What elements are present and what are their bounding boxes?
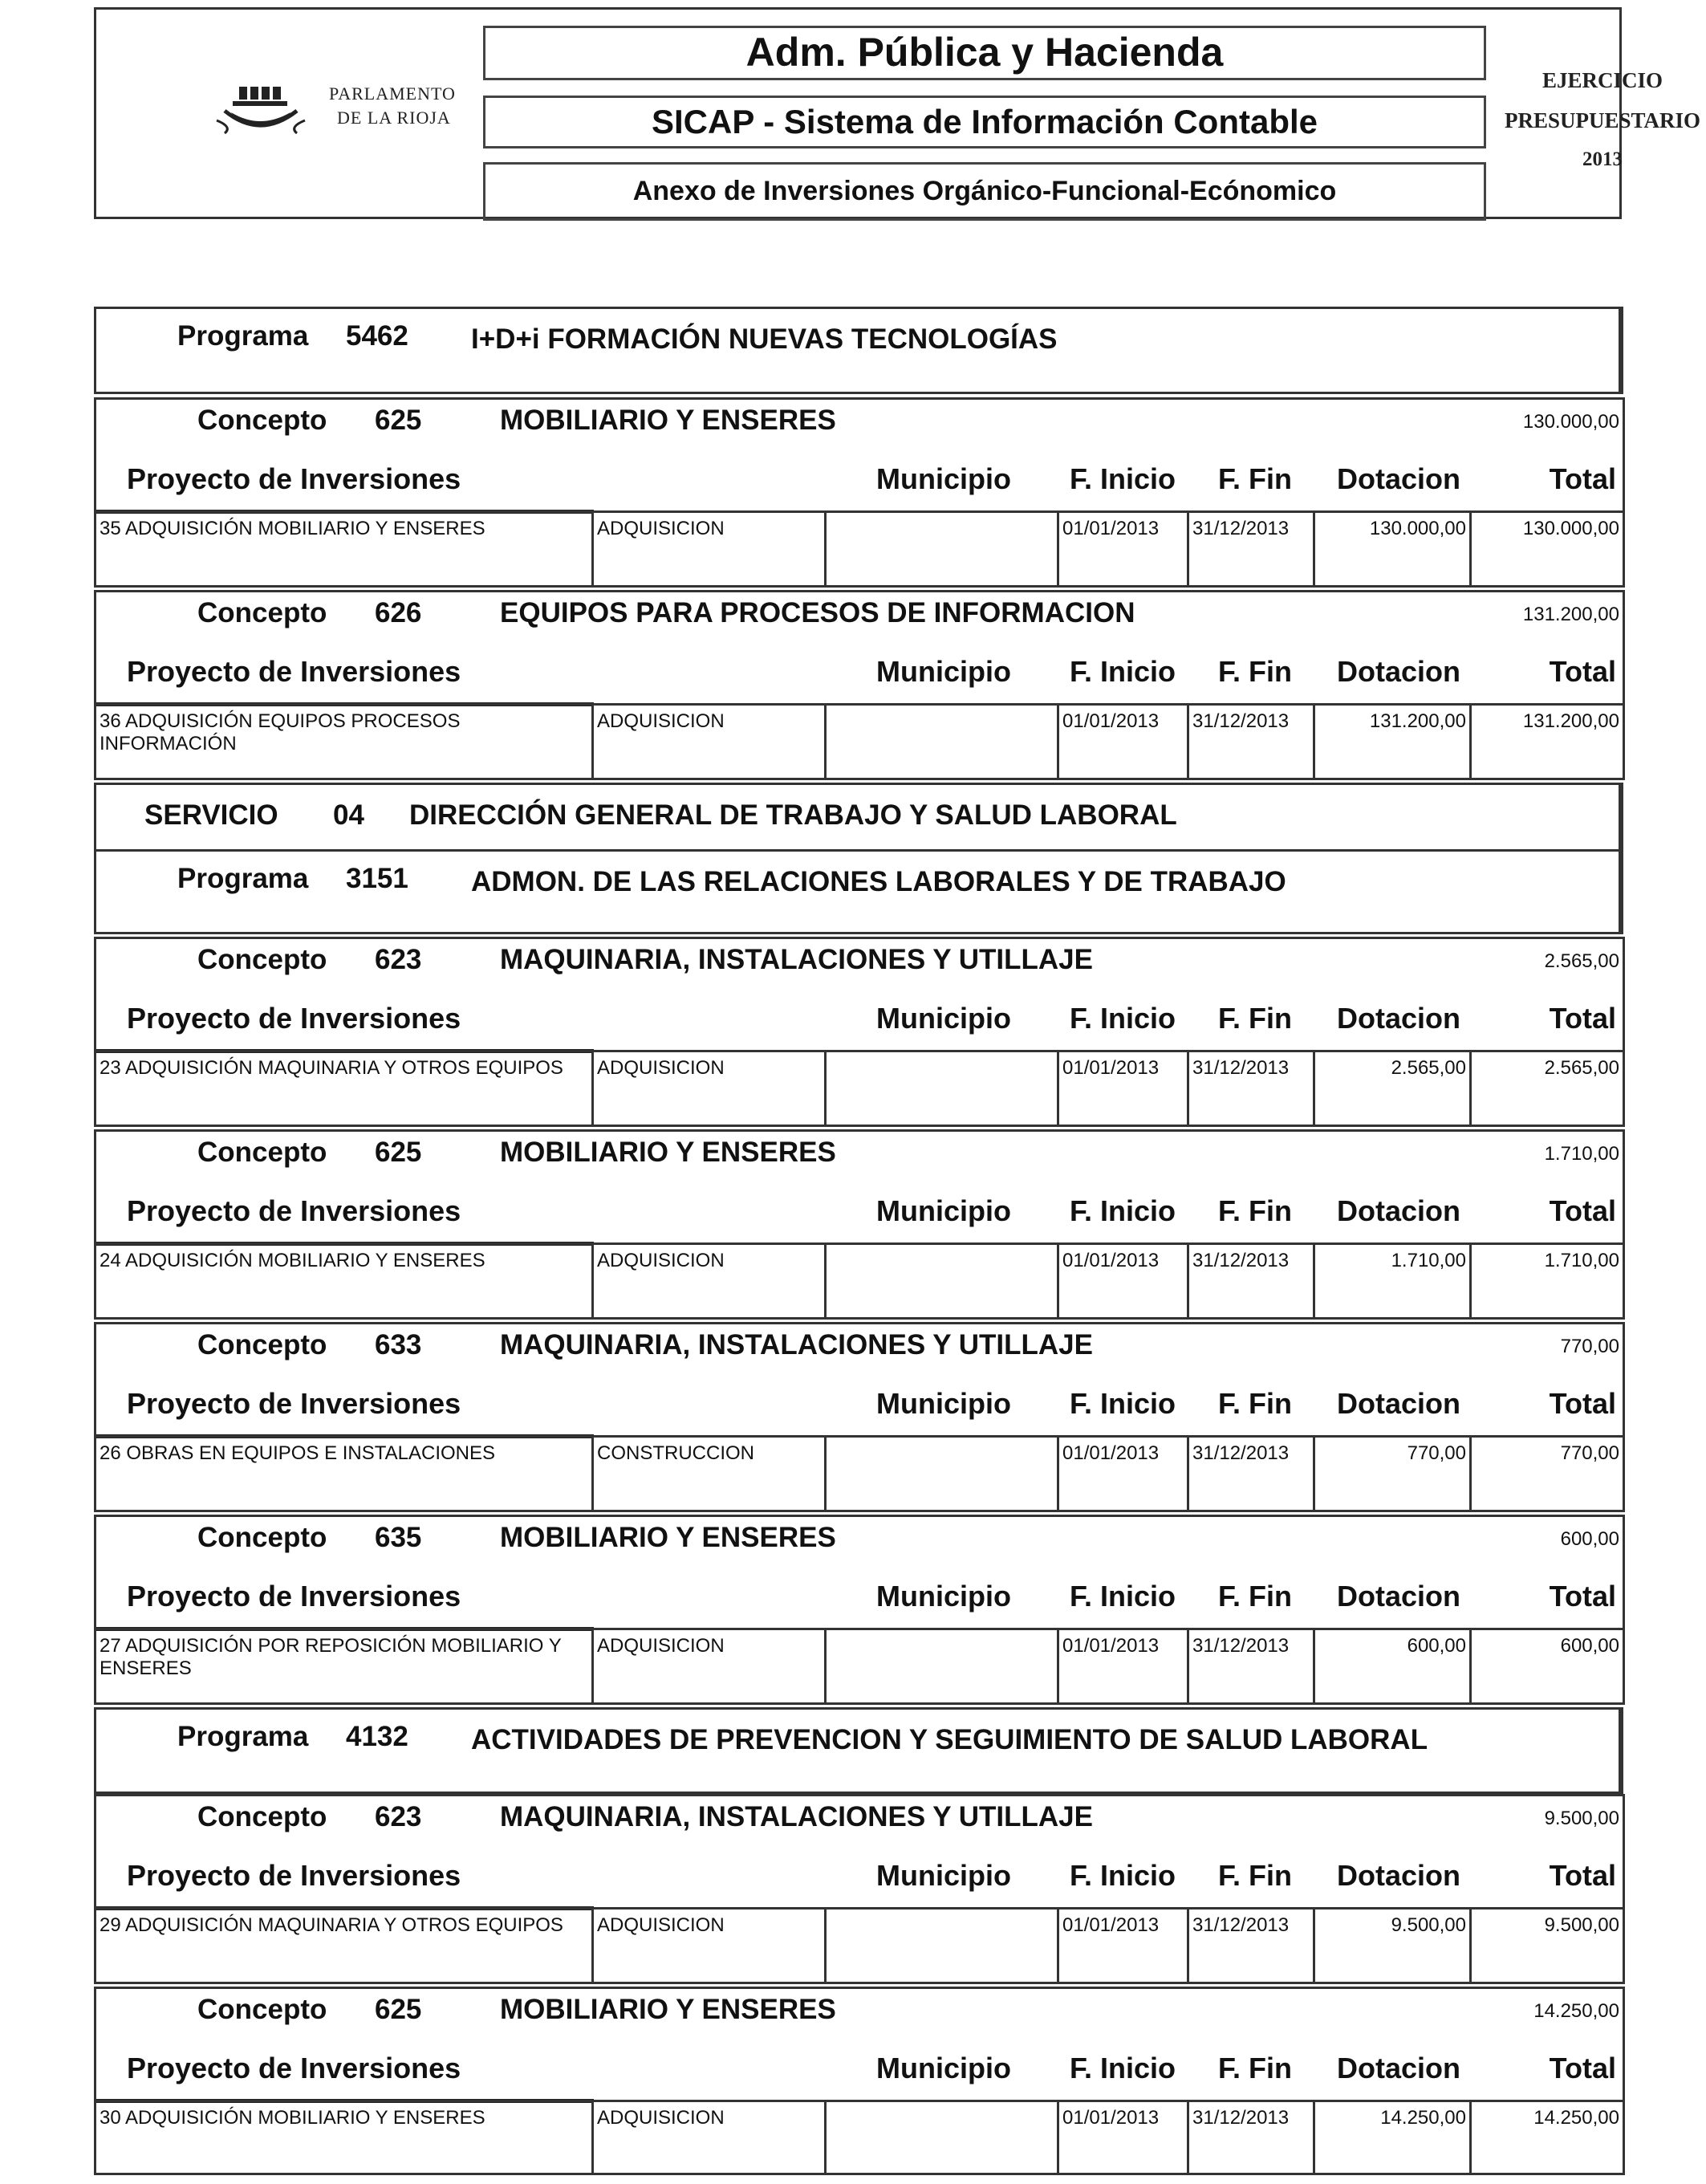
col-dotacion: Dotacion <box>1337 462 1461 495</box>
concepto-code: 625 <box>375 1994 422 2025</box>
concepto-label: Concepto <box>197 1522 327 1553</box>
col-dotacion: Dotacion <box>1337 655 1461 688</box>
concepto-amount: 770,00 <box>1560 1336 1619 1357</box>
logo-line-1: PARLAMENTO <box>329 83 456 104</box>
proyecto-municipio <box>824 2102 1057 2173</box>
concepto-amount: 130.000,00 <box>1522 411 1619 433</box>
proyecto-tipo: ADQUISICION <box>591 1630 824 1702</box>
concepto-name: MAQUINARIA, INSTALACIONES Y UTILLAJE <box>500 1801 1093 1832</box>
proyecto-total: 130.000,00 <box>1469 513 1623 585</box>
proyecto-f-inicio: 01/01/2013 <box>1057 1438 1187 1510</box>
concepto-name: MOBILIARIO Y ENSERES <box>500 405 836 436</box>
proyecto-f-fin: 31/12/2013 <box>1187 1909 1313 1982</box>
col-total: Total <box>1549 1194 1616 1227</box>
proyecto-f-fin: 31/12/2013 <box>1187 1438 1313 1510</box>
concepto-header <box>94 397 1625 516</box>
col-municipio: Municipio <box>876 1002 1011 1035</box>
concepto-name: MAQUINARIA, INSTALACIONES Y UTILLAJE <box>500 1329 1093 1360</box>
presupuestario-label: PRESUPUESTARIO <box>1504 108 1701 132</box>
concepto-header <box>94 1515 1625 1633</box>
col-total: Total <box>1549 1387 1616 1420</box>
programa-name: ADMON. DE LAS RELACIONES LABORALES Y DE TRABAJO <box>471 866 1286 897</box>
col-f-fin: F. Fin <box>1218 1580 1292 1613</box>
concepto-header <box>94 1794 1625 1913</box>
concepto-name: MOBILIARIO Y ENSERES <box>500 1522 836 1553</box>
concepto-name: MOBILIARIO Y ENSERES <box>500 1994 836 2025</box>
proyecto-f-inicio: 01/01/2013 <box>1057 1909 1187 1982</box>
col-f-inicio: F. Inicio <box>1070 1580 1176 1613</box>
col-f-fin: F. Fin <box>1218 1002 1292 1035</box>
proyecto-name: 26 OBRAS EN EQUIPOS E INSTALACIONES <box>100 1442 496 1464</box>
concepto-label: Concepto <box>197 944 327 975</box>
proyecto-total: 600,00 <box>1469 1630 1623 1702</box>
proyecto-f-inicio: 01/01/2013 <box>1057 1245 1187 1317</box>
servicio-label: SERVICIO <box>144 799 278 831</box>
proyecto-tipo: ADQUISICION <box>591 1909 824 1982</box>
proyecto-dotacion: 9.500,00 <box>1313 1909 1469 1982</box>
concepto-name: MAQUINARIA, INSTALACIONES Y UTILLAJE <box>500 944 1093 975</box>
proyecto-f-fin: 31/12/2013 <box>1187 1630 1313 1702</box>
concepto-name: MOBILIARIO Y ENSERES <box>500 1137 836 1168</box>
proyecto-municipio <box>824 1438 1057 1510</box>
proyecto-row <box>94 1435 1625 1512</box>
concepto-header <box>94 1987 1625 2105</box>
programa-row <box>94 849 1623 934</box>
proyecto-f-fin: 31/12/2013 <box>1187 2102 1313 2173</box>
col-municipio: Municipio <box>876 2052 1011 2084</box>
col-proyecto: Proyecto de Inversiones <box>127 462 461 495</box>
col-total: Total <box>1549 2052 1616 2084</box>
proyecto-name: 30 ADQUISICIÓN MOBILIARIO Y ENSERES <box>100 2107 485 2129</box>
proyecto-total: 2.565,00 <box>1469 1052 1623 1125</box>
servicio-row <box>94 783 1623 852</box>
proyecto-tipo: ADQUISICION <box>591 2102 824 2173</box>
proyecto-name: 23 ADQUISICIÓN MAQUINARIA Y OTROS EQUIPOS <box>100 1057 563 1079</box>
report-header <box>94 7 1701 219</box>
concepto-header <box>94 590 1625 709</box>
col-f-inicio: F. Inicio <box>1070 1387 1176 1420</box>
concepto-amount: 600,00 <box>1560 1528 1619 1550</box>
concepto-amount: 2.565,00 <box>1544 950 1619 972</box>
proyecto-row <box>94 1907 1625 1984</box>
concepto-code: 633 <box>375 1329 422 1360</box>
servicio-code: 04 <box>333 799 364 831</box>
proyecto-total: 770,00 <box>1469 1438 1623 1510</box>
col-dotacion: Dotacion <box>1337 1580 1461 1613</box>
proyecto-name: 29 ADQUISICIÓN MAQUINARIA Y OTROS EQUIPOS <box>100 1914 563 1936</box>
proyecto-name: 27 ADQUISICIÓN POR REPOSICIÓN MOBILIARIO Y ENSERES <box>100 1635 562 1679</box>
proyecto-total: 14.250,00 <box>1469 2102 1623 2173</box>
proyecto-name: 35 ADQUISICIÓN MOBILIARIO Y ENSERES <box>100 518 485 539</box>
programa-row <box>94 307 1623 394</box>
concepto-name: EQUIPOS PARA PROCESOS DE INFORMACION <box>500 597 1135 628</box>
concepto-amount: 14.250,00 <box>1533 2000 1619 2022</box>
concepto-header <box>94 937 1625 1055</box>
proyecto-municipio <box>824 513 1057 585</box>
logo-line-2: DE LA RIOJA <box>337 108 451 128</box>
proyecto-dotacion: 1.710,00 <box>1313 1245 1469 1317</box>
proyecto-tipo: ADQUISICION <box>591 1052 824 1125</box>
concepto-amount: 9.500,00 <box>1544 1808 1619 1829</box>
col-municipio: Municipio <box>876 1387 1011 1420</box>
programa-code: 4132 <box>346 1721 408 1752</box>
proyecto-f-inicio: 01/01/2013 <box>1057 1052 1187 1125</box>
proyecto-f-inicio: 01/01/2013 <box>1057 706 1187 778</box>
proyecto-tipo: ADQUISICION <box>591 1245 824 1317</box>
col-f-inicio: F. Inicio <box>1070 1002 1176 1035</box>
programa-name: I+D+i FORMACIÓN NUEVAS TECNOLOGÍAS <box>471 323 1058 355</box>
proyecto-row <box>94 1242 1625 1320</box>
proyecto-f-inicio: 01/01/2013 <box>1057 1630 1187 1702</box>
proyecto-f-fin: 31/12/2013 <box>1187 1052 1313 1125</box>
col-f-fin: F. Fin <box>1218 462 1292 495</box>
programa-label: Programa <box>177 1721 309 1752</box>
concepto-code: 623 <box>375 944 422 975</box>
proyecto-dotacion: 770,00 <box>1313 1438 1469 1510</box>
proyecto-tipo: ADQUISICION <box>591 706 824 778</box>
proyecto-row <box>94 510 1625 588</box>
parliament-emblem-icon <box>209 83 321 148</box>
col-proyecto: Proyecto de Inversiones <box>127 1859 461 1892</box>
concepto-code: 625 <box>375 405 422 436</box>
proyecto-total: 9.500,00 <box>1469 1909 1623 1982</box>
proyecto-row <box>94 1050 1625 1127</box>
programa-label: Programa <box>177 863 309 894</box>
col-f-inicio: F. Inicio <box>1070 1859 1176 1892</box>
col-proyecto: Proyecto de Inversiones <box>127 1580 461 1613</box>
proyecto-municipio <box>824 706 1057 778</box>
concepto-label: Concepto <box>197 405 327 436</box>
ejercicio-label: EJERCICIO <box>1541 68 1663 92</box>
concepto-header <box>94 1322 1625 1441</box>
col-proyecto: Proyecto de Inversiones <box>127 1387 461 1420</box>
col-proyecto: Proyecto de Inversiones <box>127 2052 461 2084</box>
proyecto-f-inicio: 01/01/2013 <box>1057 2102 1187 2173</box>
programa-label: Programa <box>177 320 309 352</box>
proyecto-dotacion: 131.200,00 <box>1313 706 1469 778</box>
col-dotacion: Dotacion <box>1337 1387 1461 1420</box>
col-dotacion: Dotacion <box>1337 1194 1461 1227</box>
proyecto-municipio <box>824 1052 1057 1125</box>
proyecto-dotacion: 14.250,00 <box>1313 2102 1469 2173</box>
col-total: Total <box>1549 462 1616 495</box>
programa-code: 3151 <box>346 863 408 894</box>
proyecto-row <box>94 1628 1625 1705</box>
concepto-code: 635 <box>375 1522 422 1553</box>
concepto-header <box>94 1129 1625 1248</box>
proyecto-f-fin: 31/12/2013 <box>1187 1245 1313 1317</box>
proyecto-dotacion: 130.000,00 <box>1313 513 1469 585</box>
col-dotacion: Dotacion <box>1337 2052 1461 2084</box>
col-municipio: Municipio <box>876 655 1011 688</box>
col-f-fin: F. Fin <box>1218 1859 1292 1892</box>
concepto-code: 623 <box>375 1801 422 1832</box>
col-f-inicio: F. Inicio <box>1070 2052 1176 2084</box>
col-total: Total <box>1549 1002 1616 1035</box>
proyecto-municipio <box>824 1630 1057 1702</box>
col-total: Total <box>1549 655 1616 688</box>
proyecto-row <box>94 2100 1625 2175</box>
col-municipio: Municipio <box>876 462 1011 495</box>
proyecto-row <box>94 703 1625 780</box>
col-municipio: Municipio <box>876 1859 1011 1892</box>
col-f-fin: F. Fin <box>1218 1387 1292 1420</box>
year-label: 2013 <box>1582 148 1623 170</box>
proyecto-f-inicio: 01/01/2013 <box>1057 513 1187 585</box>
proyecto-total: 1.710,00 <box>1469 1245 1623 1317</box>
col-proyecto: Proyecto de Inversiones <box>127 1194 461 1227</box>
col-f-fin: F. Fin <box>1218 1194 1292 1227</box>
report-title: Anexo de Inversiones Orgánico-Funcional-Ecónomico <box>483 162 1486 221</box>
proyecto-name: 36 ADQUISICIÓN EQUIPOS PROCESOS INFORMACIÓN <box>100 710 461 754</box>
programa-code: 5462 <box>346 320 408 352</box>
col-f-inicio: F. Inicio <box>1070 655 1176 688</box>
proyecto-tipo: CONSTRUCCION <box>591 1438 824 1510</box>
concepto-label: Concepto <box>197 1137 327 1168</box>
col-total: Total <box>1549 1580 1616 1613</box>
proyecto-dotacion: 2.565,00 <box>1313 1052 1469 1125</box>
col-municipio: Municipio <box>876 1580 1011 1613</box>
col-proyecto: Proyecto de Inversiones <box>127 655 461 688</box>
concepto-label: Concepto <box>197 597 327 628</box>
concepto-label: Concepto <box>197 1329 327 1360</box>
concepto-code: 626 <box>375 597 422 628</box>
proyecto-tipo: ADQUISICION <box>591 513 824 585</box>
col-proyecto: Proyecto de Inversiones <box>127 1002 461 1035</box>
col-f-fin: F. Fin <box>1218 2052 1292 2084</box>
col-f-fin: F. Fin <box>1218 655 1292 688</box>
proyecto-name: 24 ADQUISICIÓN MOBILIARIO Y ENSERES <box>100 1250 485 1271</box>
col-municipio: Municipio <box>876 1194 1011 1227</box>
programa-row <box>94 1707 1623 1794</box>
page-title: Adm. Pública y Hacienda <box>483 26 1486 80</box>
proyecto-municipio <box>824 1245 1057 1317</box>
col-total: Total <box>1549 1859 1616 1892</box>
proyecto-f-fin: 31/12/2013 <box>1187 706 1313 778</box>
system-title: SICAP - Sistema de Información Contable <box>483 96 1486 148</box>
proyecto-total: 131.200,00 <box>1469 706 1623 778</box>
concepto-amount: 131.200,00 <box>1522 604 1619 625</box>
concepto-label: Concepto <box>197 1801 327 1832</box>
servicio-name: DIRECCIÓN GENERAL DE TRABAJO Y SALUD LABORAL <box>409 799 1177 831</box>
col-f-inicio: F. Inicio <box>1070 462 1176 495</box>
col-dotacion: Dotacion <box>1337 1002 1461 1035</box>
parliament-logo <box>209 83 473 148</box>
col-dotacion: Dotacion <box>1337 1859 1461 1892</box>
concepto-code: 625 <box>375 1137 422 1168</box>
proyecto-municipio <box>824 1909 1057 1982</box>
concepto-label: Concepto <box>197 1994 327 2025</box>
col-f-inicio: F. Inicio <box>1070 1194 1176 1227</box>
proyecto-f-fin: 31/12/2013 <box>1187 513 1313 585</box>
programa-name: ACTIVIDADES DE PREVENCION Y SEGUIMIENTO DE SALUD LABORAL <box>471 1724 1428 1755</box>
concepto-amount: 1.710,00 <box>1544 1143 1619 1165</box>
proyecto-dotacion: 600,00 <box>1313 1630 1469 1702</box>
